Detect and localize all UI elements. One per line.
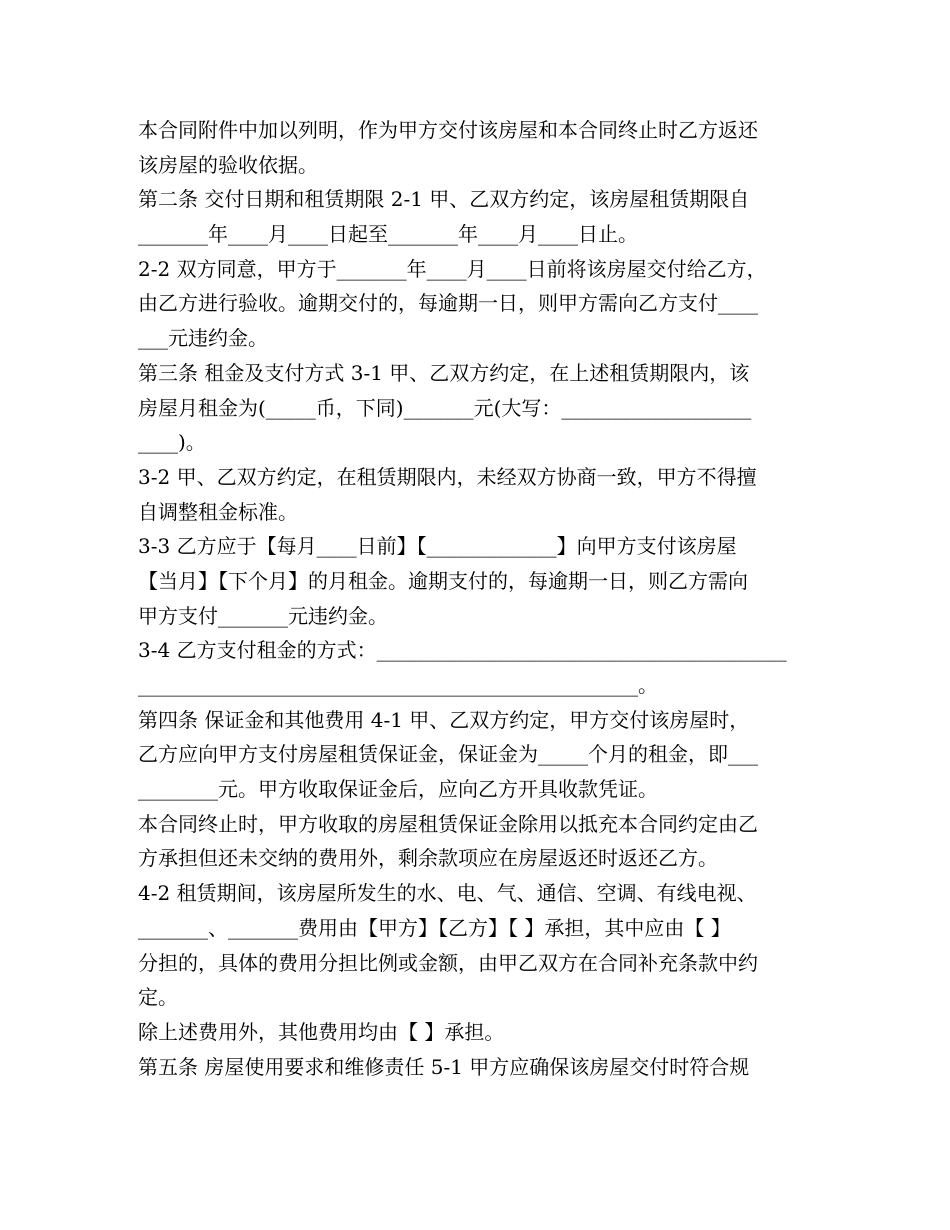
text-line: 房屋月租金为(_____币，下同)_______元(大写：___________________ bbox=[138, 395, 752, 420]
contract-page bbox=[138, 113, 818, 1084]
text-line: _______、_______费用由【甲方】【乙方】【 】承担，其中应由【 】 bbox=[138, 915, 731, 940]
text-line: ____)。 bbox=[138, 430, 206, 455]
text-line: 该房屋的验收依据。 bbox=[138, 152, 318, 177]
text-line: 乙方应向甲方支付房屋租赁保证金，保证金为_____个月的租金，即___ bbox=[138, 742, 758, 767]
text-line: 3-4 乙方支付租金的方式：_________________________________________ bbox=[138, 638, 787, 663]
text-line: 分担的，具体的费用分担比例或金额，由甲乙双方在合同补充条款中约 bbox=[138, 950, 758, 975]
text-line: 除上述费用外，其他费用均由【 】承担。 bbox=[138, 1019, 505, 1044]
text-line: ___元违约金。 bbox=[138, 326, 268, 351]
text-line: _______年____月____日起至_______年____月____日止。 bbox=[138, 222, 638, 247]
text-line: 【当月】【下个月】的月租金。逾期支付的，每逾期一日，则乙方需向 bbox=[138, 568, 748, 593]
text-line: 第四条 保证金和其他费用 4-1 甲、乙双方约定，甲方交付该房屋时， bbox=[138, 707, 750, 732]
text-line: 第五条 房屋使用要求和维修责任 5-1 甲方应确保该房屋交付时符合规 bbox=[138, 1054, 750, 1079]
text-line: 第三条 租金及支付方式 3-1 甲、乙双方约定，在上述租赁期限内，该 bbox=[138, 360, 750, 385]
text-line: 3-2 甲、乙双方约定，在租赁期限内，未经双方协商一致，甲方不得擅 bbox=[138, 464, 757, 489]
text-line: __________________________________________________。 bbox=[138, 673, 658, 697]
text-line: 2-2 双方同意，甲方于_______年____月____日前将该房屋交付给乙方， bbox=[138, 256, 767, 281]
text-line: 自调整租金标准。 bbox=[138, 499, 298, 524]
text-line: ________元。甲方收取保证金后，应向乙方开具收款凭证。 bbox=[138, 777, 658, 802]
text-line: 3-3 乙方应于【每月____日前】【_____________】向甲方支付该房屋 bbox=[138, 534, 737, 559]
text-line: 方承担但还未交纳的费用外，剩余款项应在房屋返还时返还乙方。 bbox=[138, 846, 718, 871]
text-line: 第二条 交付日期和租赁期限 2-1 甲、乙双方约定，该房屋租赁期限自 bbox=[138, 187, 750, 212]
text-line: 由乙方进行验收。逾期交付的，每逾期一日，则甲方需向乙方支付____ bbox=[138, 291, 758, 316]
text-line: 甲方支付_______元违约金。 bbox=[138, 603, 388, 628]
text-line: 4-2 租赁期间，该房屋所发生的水、电、气、通信、空调、有线电视、 bbox=[138, 881, 757, 906]
text-line: 本合同终止时，甲方收取的房屋租赁保证金除用以抵充本合同约定由乙 bbox=[138, 811, 758, 836]
text-line: 定。 bbox=[138, 985, 178, 1010]
text-line: 本合同附件中加以列明，作为甲方交付该房屋和本合同终止时乙方返还 bbox=[138, 118, 758, 142]
